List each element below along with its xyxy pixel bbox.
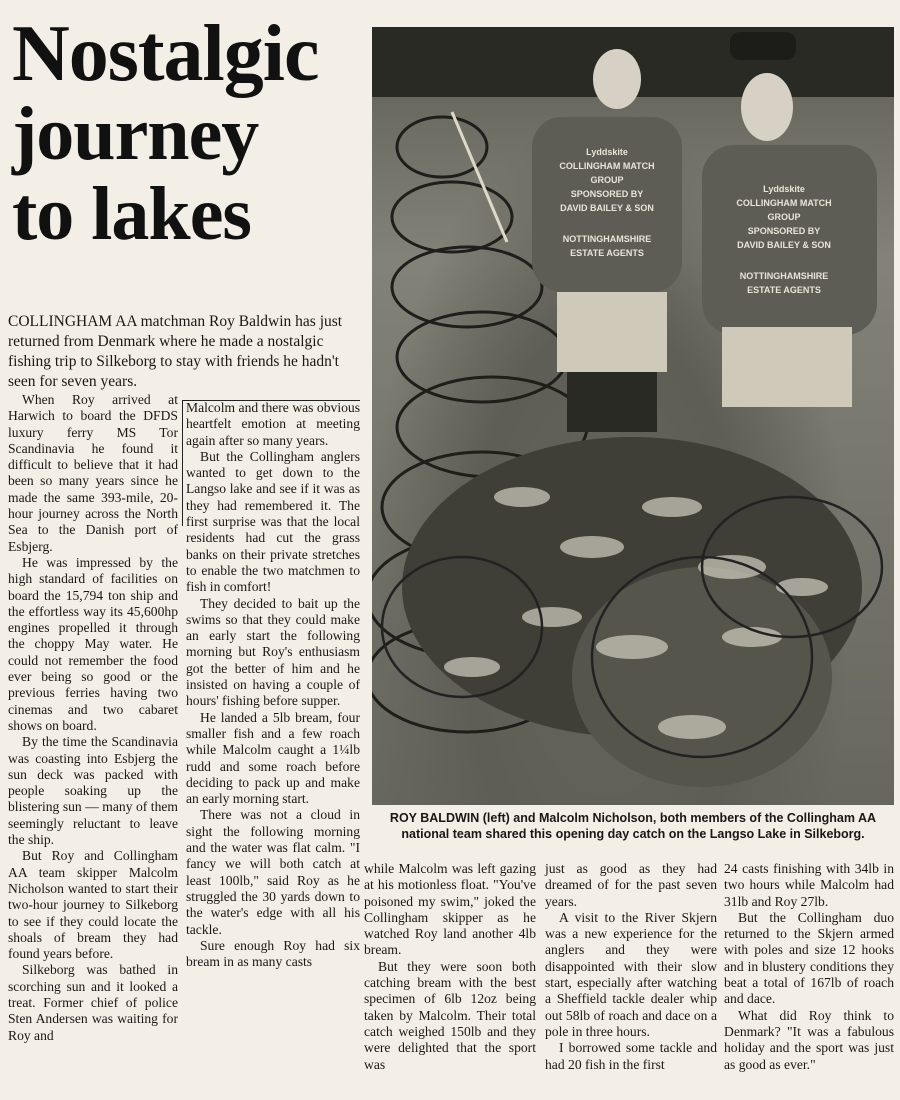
article-column-2 bbox=[186, 400, 360, 970]
headline-line-3: to lakes bbox=[12, 172, 251, 256]
paragraph: Malcolm and there was obvious heartfelt emotion at meeting again after so many years. bbox=[186, 400, 360, 448]
sweater-text: SPONSORED BY bbox=[570, 189, 644, 199]
paragraph: But Roy and Collingham AA team skipper Malcolm Nicholson wanted to start their two-hour journey to Silkeborg to see if they could locate the shoals of bream they had found years before. bbox=[8, 848, 178, 962]
paragraph: I borrowed some tackle and had 20 fish in the first bbox=[545, 1040, 717, 1072]
sweater-text: COLLINGHAM MATCH bbox=[559, 161, 655, 171]
sweater-text: DAVID BAILEY & SON bbox=[560, 203, 654, 213]
sweater-text: GROUP bbox=[767, 212, 801, 222]
anglers-photo bbox=[372, 27, 894, 805]
sweater-text: NOTTINGHAMSHIRE bbox=[562, 234, 652, 244]
paragraph: 24 casts finishing with 34lb in two hours while Malcolm had 31lb and Roy 27lb. bbox=[724, 861, 894, 909]
paragraph: just as good as they had dreamed of for the past seven years. bbox=[545, 861, 717, 909]
headline-line-2: journey bbox=[12, 92, 259, 176]
sweater-text: SPONSORED BY bbox=[747, 226, 821, 236]
paragraph: He was impressed by the high standard of facilities on board the 15,794 ton ship and the effortless way its 45,600hp engines propelled it through the choppy May water. He could not remember the food ever being so good or the previous ferries having two cinemas and two cabaret shows on board. bbox=[8, 554, 178, 733]
paragraph: But the Collingham anglers wanted to get down to the Langso lake and see if it was as they had remembered it. The first surprise was that the local residents had cut the grass banks on their private stretches to enable the two matchmen to fish in comfort! bbox=[186, 448, 360, 595]
article-column-4 bbox=[545, 861, 717, 1073]
article-column-1 bbox=[8, 392, 178, 1044]
photo-illustration bbox=[372, 27, 894, 805]
paragraph: But the Collingham duo returned to the Skjern armed with poles and size 12 hooks and in blustery conditions they beat a total of 167lb of roach and dace. bbox=[724, 909, 894, 1007]
paragraph: What did Roy think to Denmark? "It was a fabulous holiday and the sport was just as good as ever." bbox=[724, 1007, 894, 1072]
sweater-text: ESTATE AGENTS bbox=[747, 285, 821, 295]
sweater-text: ESTATE AGENTS bbox=[570, 248, 644, 258]
headline bbox=[12, 10, 362, 256]
sweater-text: NOTTINGHAMSHIRE bbox=[739, 271, 829, 281]
paragraph: Sure enough Roy had six bream in as many casts bbox=[186, 937, 360, 970]
sweater-text: Lyddskite bbox=[763, 184, 805, 194]
headline-line-1: Nostalgic bbox=[12, 10, 319, 98]
article-column-5 bbox=[724, 861, 894, 1073]
paragraph: A visit to the River Skjern was a new experience for the anglers and they were disappointed with their slow start, especially after watching a Sheffield tackle dealer whip out 58lb of roach and dace on a pole in three hours. bbox=[545, 909, 717, 1039]
sweater-text: DAVID BAILEY & SON bbox=[737, 240, 831, 250]
paragraph: while Malcolm was left gazing at his motionless float. "You've poisoned my swim," joked the Collingham skipper as he watched Roy land another 4lb bream. bbox=[364, 861, 536, 958]
article-column-3 bbox=[364, 861, 536, 1073]
photo-caption: ROY BALDWIN (left) and Malcolm Nicholson, both members of the Collingham AA national team shared this opening day catch on the Langso Lake in Silkeborg. bbox=[389, 811, 877, 841]
paragraph: But they were soon both catching bream with the best specimen of 6lb 12oz being taken by Malcolm. Their total catch weighed 150lb and they were delighted that the sport was bbox=[364, 958, 536, 1072]
paragraph: They decided to bait up the swims so that they could make an early start the following morning but Roy's enthusiasm got the better of him and he insisted on having a couple of hours' fishing before supper. bbox=[186, 595, 360, 709]
column-rule-vertical bbox=[182, 400, 183, 526]
paragraph: By the time the Scandinavia was coasting into Esbjerg the sun deck was packed with people soaking up the blistering sun — many of them seemingly reluctant to leave the ship. bbox=[8, 734, 178, 848]
paragraph: When Roy arrived at Harwich to board the DFDS luxury ferry MS Tor Scandinavia he found it difficult to believe that it had been so many years since he made the same 393-mile, 20-hour journey across the North Sea to the Danish port of Esbjerg. bbox=[8, 392, 178, 554]
sweater-text: Lyddskite bbox=[586, 147, 628, 157]
lede-paragraph: COLLINGHAM AA matchman Roy Baldwin has just returned from Denmark where he made a nostalgic fishing trip to Silkeborg to stay with friends he hadn't seen for seven years. bbox=[8, 313, 343, 390]
sweater-text: GROUP bbox=[590, 175, 624, 185]
paragraph: He landed a 5lb bream, four smaller fish and a few roach while Malcolm caught a 1¼lb rudd and some roach before deciding to pack up and make an early morning start. bbox=[186, 709, 360, 807]
paragraph: Silkeborg was bathed in scorching sun and it looked a treat. Former chief of police Sten Andersen was waiting for Roy and bbox=[8, 962, 178, 1043]
sweater-text: COLLINGHAM MATCH bbox=[736, 198, 832, 208]
paragraph: There was not a cloud in sight the following morning and the water was flat calm. "I fancy we will both catch at least 100lb," said Roy as he struggled the 30 yards down to the water's edge with all his tackle. bbox=[186, 807, 360, 937]
